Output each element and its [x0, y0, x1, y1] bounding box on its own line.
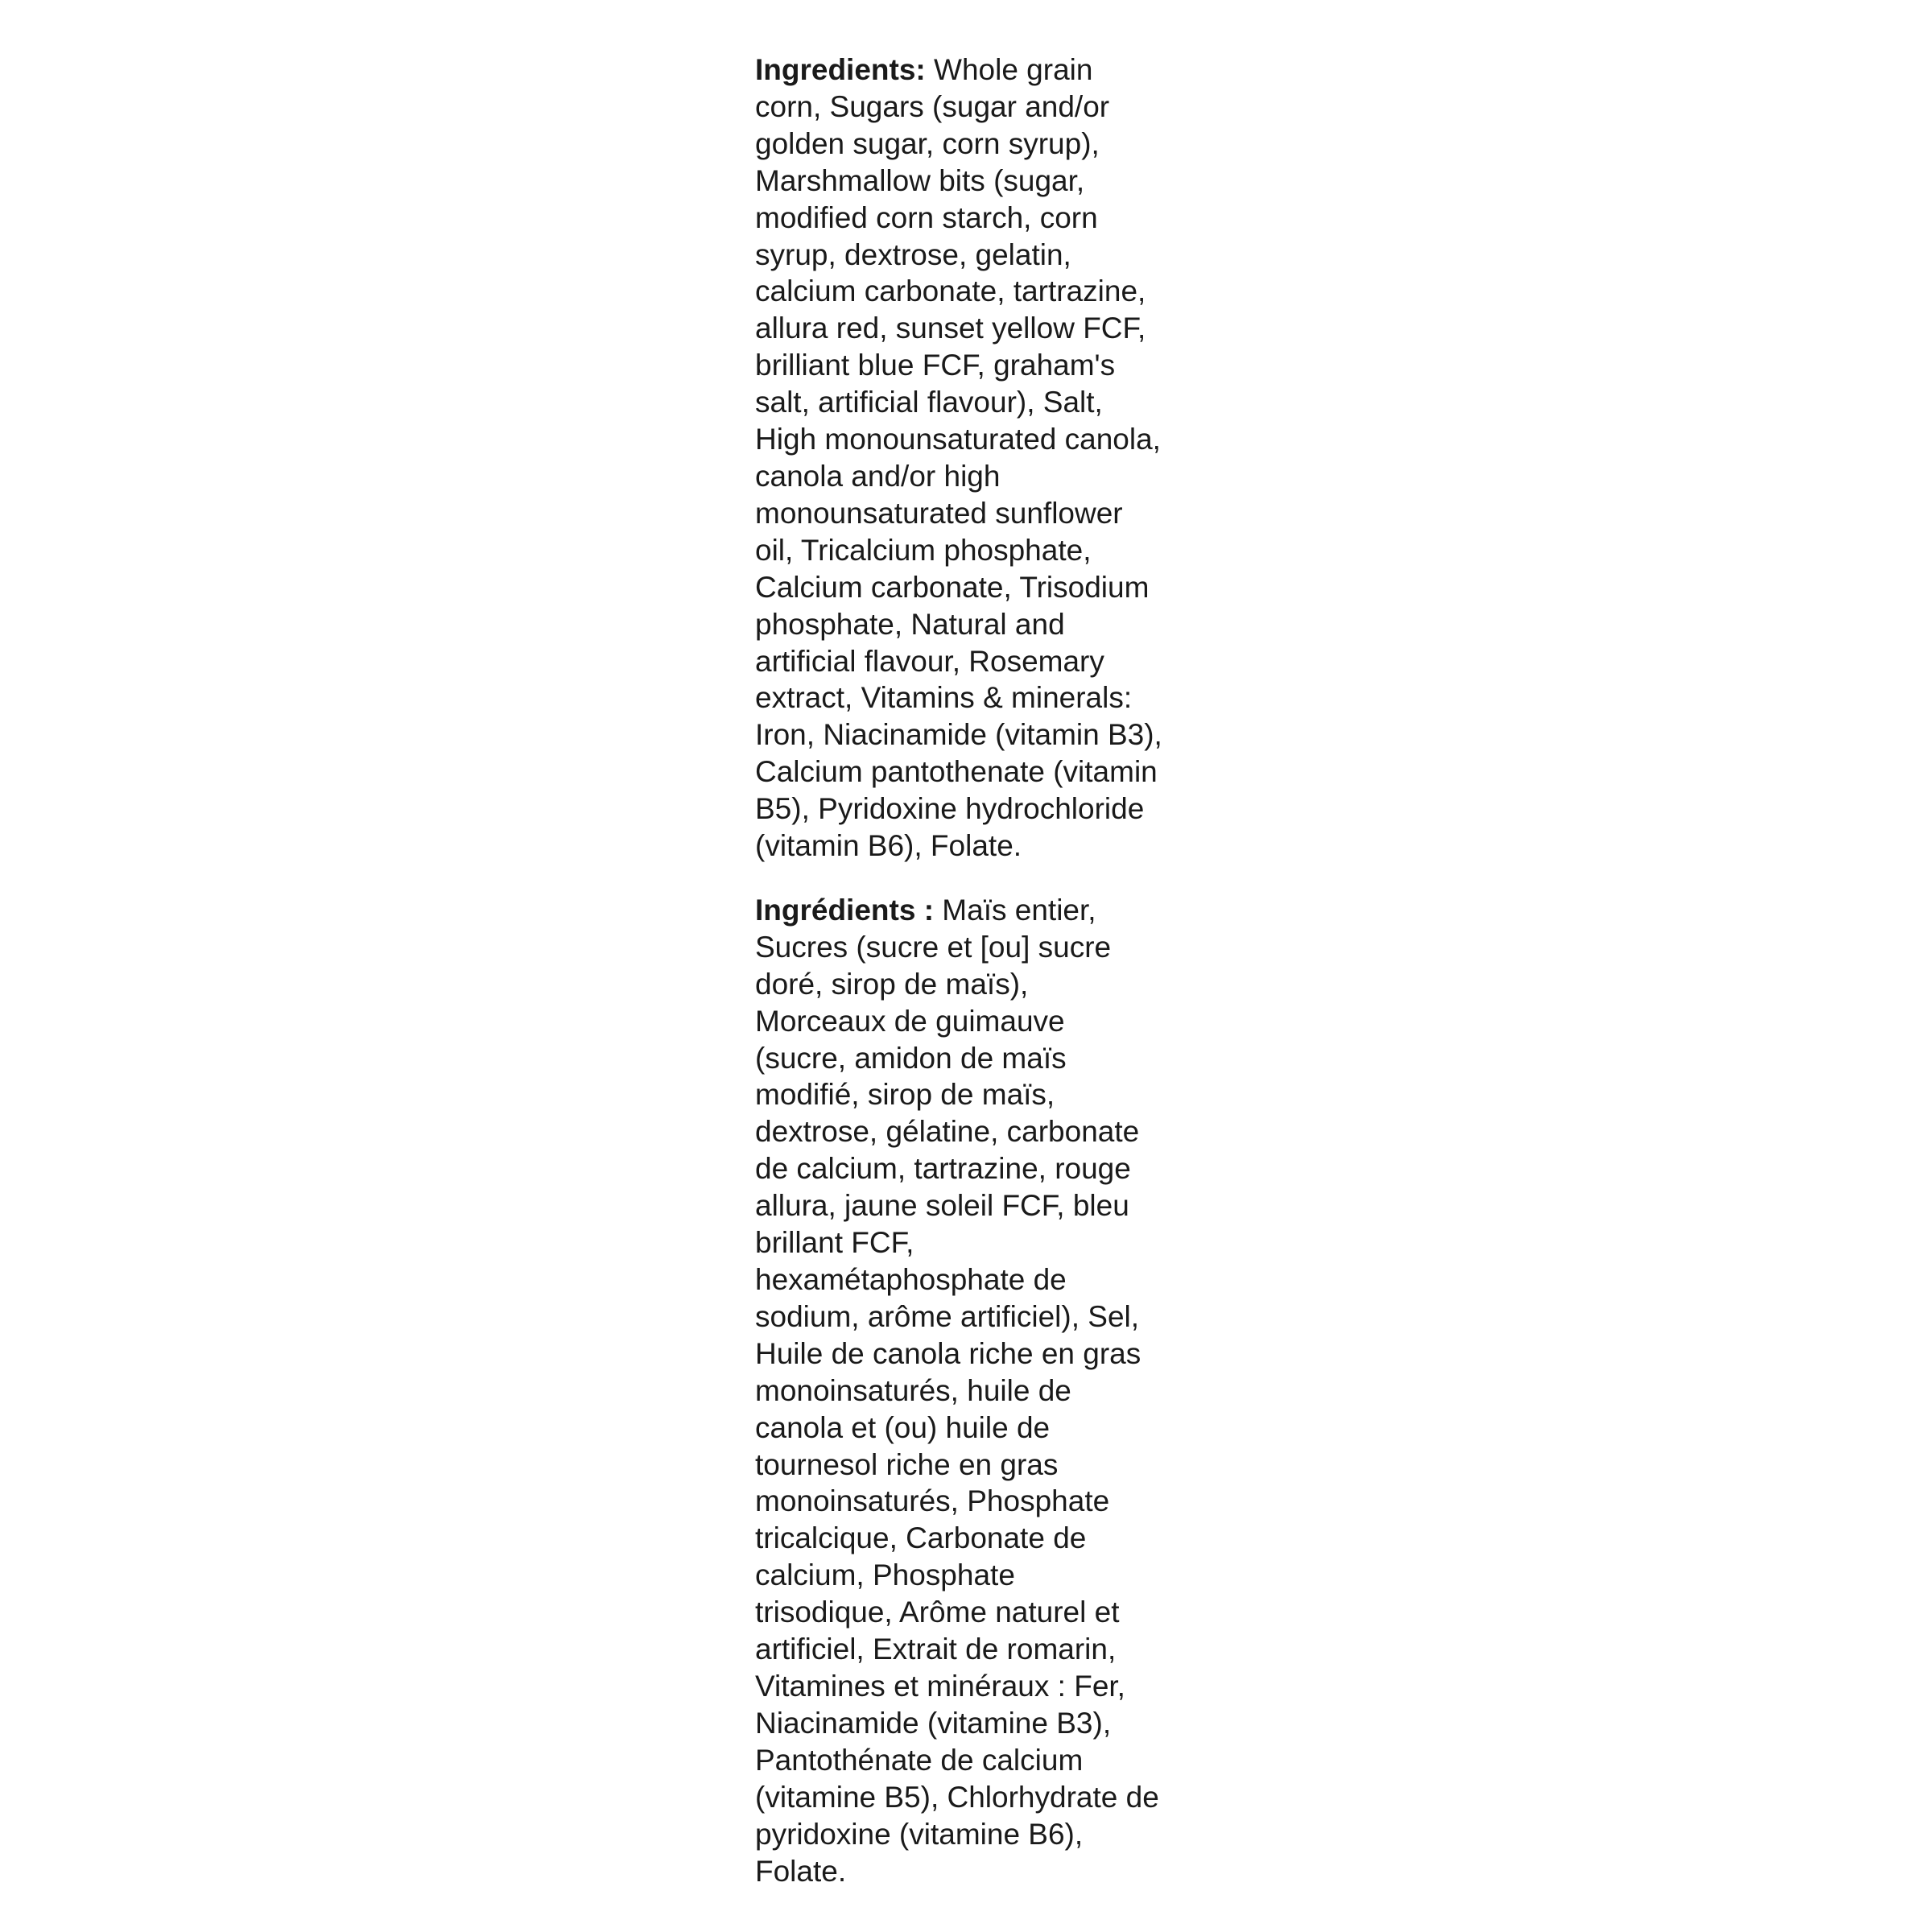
english-line: oil, Tricalcium phosphate,: [755, 533, 1092, 567]
french-line: (sucre, amidon de maïs: [755, 1041, 1067, 1075]
french-line: Vitamines et minéraux : Fer,: [755, 1669, 1125, 1703]
english-line: Marshmallow bits (sugar,: [755, 163, 1085, 197]
french-line: trisodique, Arôme naturel et: [755, 1596, 1120, 1629]
english-line-1: [755, 52, 1206, 89]
english-line: salt, artificial flavour), Salt,: [755, 386, 1103, 419]
french-line: dextrose, gélatine, carbonate: [755, 1115, 1140, 1149]
english-line: (vitamin B6), Folate.: [755, 829, 1022, 863]
french-line: artificiel, Extrait de romarin,: [755, 1633, 1117, 1666]
french-line: Huile de canola riche en gras: [755, 1336, 1141, 1370]
ingredients-panel: [755, 52, 1206, 1889]
french-line: Niacinamide (vitamine B3),: [755, 1706, 1112, 1740]
french-line-text: Maïs entier,: [934, 893, 1096, 927]
section-spacer: [755, 865, 1206, 892]
french-line: Pantothénate de calcium: [755, 1743, 1084, 1777]
english-heading: Ingredients:: [755, 53, 926, 86]
french-line: (vitamine B5), Chlorhydrate de: [755, 1780, 1159, 1814]
french-line-1: [755, 892, 1206, 929]
french-line: de calcium, tartrazine, rouge: [755, 1152, 1131, 1186]
french-line: sodium, arôme artificiel), Sel,: [755, 1299, 1140, 1333]
english-line: allura red, sunset yellow FCF,: [755, 312, 1146, 345]
french-line: canola et (ou) huile de: [755, 1410, 1051, 1444]
english-line: syrup, dextrose, gelatin,: [755, 237, 1071, 271]
french-line: monoinsaturés, huile de: [755, 1373, 1071, 1407]
french-line: tournesol riche en gras: [755, 1447, 1059, 1481]
french-line: Sucres (sucre et [ou] sucre: [755, 930, 1112, 964]
english-line: brilliant blue FCF, graham's: [755, 349, 1116, 382]
french-line: doré, sirop de maïs),: [755, 967, 1029, 1001]
english-line-text: Whole grain: [925, 53, 1093, 86]
french-heading: Ingrédients :: [755, 893, 935, 927]
english-line: monounsaturated sunflower: [755, 496, 1123, 530]
french-line: pyridoxine (vitamine B6),: [755, 1817, 1084, 1851]
french-line: modifié, sirop de maïs,: [755, 1078, 1055, 1112]
french-line: brillant FCF,: [755, 1226, 914, 1260]
english-line: Calcium carbonate, Trisodium: [755, 570, 1150, 604]
english-line: modified corn starch, corn: [755, 200, 1098, 234]
english-line: canola and/or high: [755, 459, 1001, 493]
english-line: artificial flavour, Rosemary: [755, 644, 1104, 678]
french-line: calcium, Phosphate: [755, 1558, 1015, 1592]
english-line: phosphate, Natural and: [755, 607, 1065, 641]
english-line: B5), Pyridoxine hydrochloride: [755, 792, 1145, 826]
french-ingredients: [755, 892, 1206, 1889]
french-line: hexamétaphosphate de: [755, 1263, 1067, 1296]
french-line: monoinsaturés, Phosphate: [755, 1484, 1110, 1518]
english-line: Iron, Niacinamide (vitamin B3),: [755, 718, 1162, 752]
english-ingredients: [755, 52, 1206, 865]
english-line: calcium carbonate, tartrazine,: [755, 275, 1146, 308]
english-line: High monounsaturated canola,: [755, 423, 1161, 456]
english-line: golden sugar, corn syrup),: [755, 126, 1100, 160]
english-line: extract, Vitamins & minerals:: [755, 681, 1133, 715]
french-line: tricalcique, Carbonate de: [755, 1521, 1087, 1555]
french-line: allura, jaune soleil FCF, bleu: [755, 1189, 1129, 1223]
english-line: corn, Sugars (sugar and/or: [755, 89, 1110, 123]
english-line: Calcium pantothenate (vitamin: [755, 755, 1158, 789]
french-line: Folate.: [755, 1854, 847, 1888]
french-line: Morceaux de guimauve: [755, 1004, 1065, 1038]
